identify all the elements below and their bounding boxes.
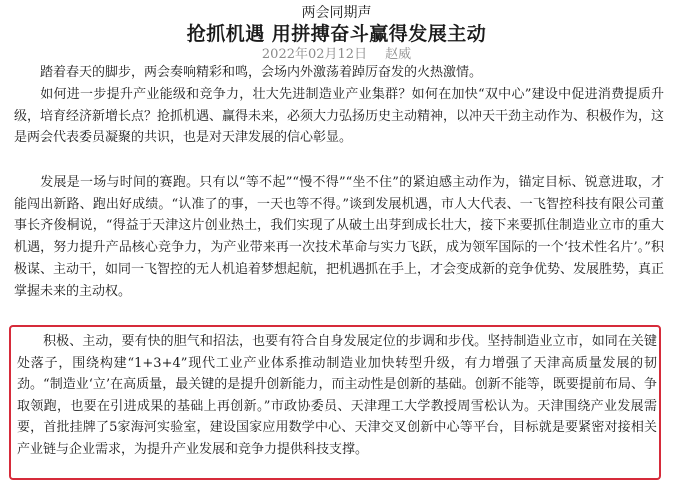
paragraph-1-text: 踏着春天的脚步，两会奏响精彩和鸣，会场内外激荡着踔厉奋发的火热激情。 (40, 65, 483, 80)
paragraph-4 (17, 331, 657, 461)
highlighted-paragraph-box (9, 325, 661, 480)
paragraph-1 (14, 62, 664, 84)
article-headline: 抢抓机遇 用拼搏奋斗赢得发展主动 (186, 23, 487, 45)
paragraph-2-text: 如何进一步提升产业能级和竞争力，壮大先进制造业产业集群？如何在加快“双中心”建设中促进消费提质升级，培育经济新增长点？抢抓机遇、赢得未来，必须大力弘扬历史主动精神，以冲天干劲主动作为、积极作为，这是两会代表委员凝聚的共识，也是对天津发展的信心彰显。 (14, 87, 665, 146)
article-byline (0, 46, 673, 63)
article-author: 赵威 (385, 47, 412, 62)
paragraph-3-text: 发展是一场与时间的赛跑。只有以“等不起”“慢不得”“坐不住”的紧迫感主动作为，锚定目标、锐意进取，才能闯出新路、跑出好成绩。“认准了的事，一天也等不得。”谈到发展机遇，市人大代表、一飞智控科技有限公司董事长齐俊桐说，“得益于天津这片创业热土，我们实现了从破土出芽到成长壮大，接下来要抓住制造业立市的重大机遇，努力提升产品核心竞争力，为产业带来再一次技术革命与实力飞跃，成为领军国际的一个‘技术性名片’。”积极谋、主动干，如同一飞智控的无人机追着梦想起航，把机遇抓在手上，才会变成新的竞争优势、发展胜势，真正掌握未来的主动权。 (14, 175, 665, 299)
article-kicker: 两会同期声 (301, 5, 372, 21)
paragraph-4-text: 积极、主动，要有快的胆气和招法，也要有符合自身发展定位的步调和步伐。坚持制造业立市，如同在关键处落子，围绕构建“1+3+4”现代工业产业体系推动制造业加快转型升级，有力增强了天津高质量发展的韧劲。“制造业‘立’在高质量，最关键的是提升创新能力，而主动性是创新的基础。创新不能等，既要提前布局、争取领跑，也要在引进成果的基础上再创新。”市政协委员、天津理工大学教授周雪松认为。天津围绕产业发展需要，首批挂牌了5家海河实验室，建设国家应用数学中心、天津交叉创新中心等平台，目标就是要紧密对接相关产业链与企业需求，为提升产业发展和竞争力提供科技支撑。 (17, 334, 657, 457)
article-date: 2022年02月12日 (261, 47, 368, 62)
paragraph-3 (14, 172, 664, 302)
paragraph-2 (14, 84, 664, 149)
